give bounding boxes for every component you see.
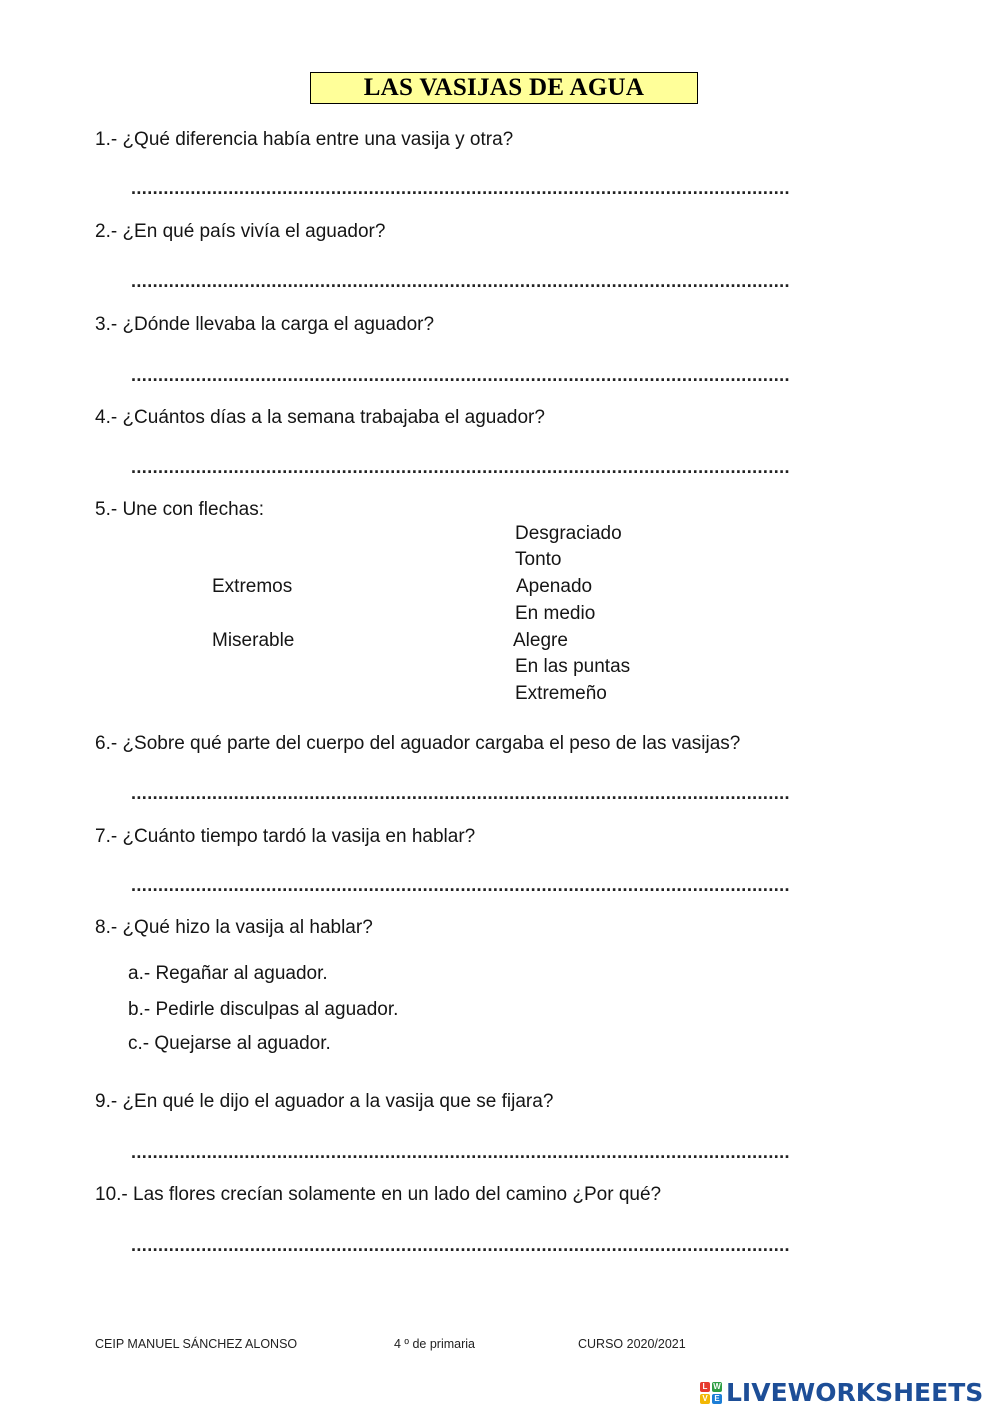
option-b[interactable]: b.- Pedirle disculpas al aguador. <box>128 999 399 1020</box>
match-right-item[interactable]: En las puntas <box>515 656 631 677</box>
question-3: 3.- ¿Dónde llevaba la carga el aguador? <box>95 314 435 335</box>
answer-line-10[interactable]: .......................................................................................................................... <box>131 1237 790 1253</box>
match-right-item[interactable]: Alegre <box>513 630 568 651</box>
answer-line-6[interactable]: .......................................................................................................................... <box>131 785 790 801</box>
question-5: 5.- Une con flechas: <box>95 499 264 520</box>
match-right-item[interactable]: Apenado <box>516 576 593 597</box>
question-6: 6.- ¿Sobre qué parte del cuerpo del aguador cargaba el peso de las vasijas? <box>95 733 741 754</box>
question-4: 4.- ¿Cuántos días a la semana trabajaba el aguador? <box>95 407 545 428</box>
brand-name: LIVEWORKSHEETS <box>726 1378 984 1407</box>
option-c[interactable]: c.- Quejarse al aguador. <box>128 1033 331 1054</box>
match-right-item[interactable]: Extremeño <box>515 683 607 704</box>
question-10: 10.- Las flores crecían solamente en un lado del camino ¿Por qué? <box>95 1184 662 1205</box>
match-right-item[interactable]: Desgraciado <box>515 523 622 544</box>
question-1: 1.- ¿Qué diferencia había entre una vasija y otra? <box>95 129 514 150</box>
answer-line-4[interactable]: .......................................................................................................................... <box>131 459 790 475</box>
answer-line-9[interactable]: .......................................................................................................................... <box>131 1144 790 1160</box>
match-right-item[interactable]: Tonto <box>515 549 562 570</box>
question-2: 2.- ¿En qué país vivía el aguador? <box>95 221 386 242</box>
answer-line-3[interactable]: .......................................................................................................................... <box>131 367 790 383</box>
question-9: 9.- ¿En qué le dijo el aguador a la vasija que se fijara? <box>95 1091 554 1112</box>
logo-cell: L <box>700 1382 710 1392</box>
question-7: 7.- ¿Cuánto tiempo tardó la vasija en hablar? <box>95 826 476 847</box>
match-left-item[interactable]: Miserable <box>212 630 295 651</box>
match-left-item[interactable]: Extremos <box>212 576 293 597</box>
option-a[interactable]: a.- Regañar al aguador. <box>128 963 328 984</box>
liveworksheets-logo-icon <box>700 1382 722 1404</box>
footer-course: CURSO 2020/2021 <box>578 1337 686 1351</box>
answer-line-1[interactable]: .......................................................................................................................... <box>131 180 790 196</box>
logo-cell: V <box>700 1394 710 1404</box>
footer-grade: 4 º de primaria <box>394 1337 475 1351</box>
footer-school: CEIP MANUEL SÁNCHEZ ALONSO <box>95 1337 298 1351</box>
logo-cell: W <box>713 1382 721 1391</box>
answer-line-2[interactable]: .......................................................................................................................... <box>131 273 790 289</box>
logo-cell: E <box>712 1394 722 1404</box>
page-title: LAS VASIJAS DE AGUA <box>363 74 645 101</box>
title-box <box>310 72 698 104</box>
match-right-item[interactable]: En medio <box>515 603 596 624</box>
question-8: 8.- ¿Qué hizo la vasija al hablar? <box>95 917 373 938</box>
liveworksheets-brand <box>700 1378 983 1407</box>
answer-line-7[interactable]: .......................................................................................................................... <box>131 877 790 893</box>
